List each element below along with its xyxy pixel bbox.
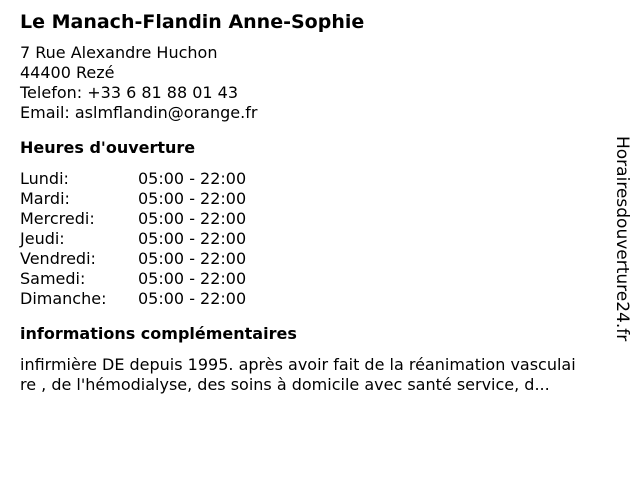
time-range: 05:00 - 22:00 [138, 169, 247, 188]
day-label: Mardi: [20, 189, 70, 208]
day-label: Vendredi: [20, 249, 96, 268]
day-label: Lundi: [20, 169, 69, 188]
hours-row-tuesday [20, 189, 610, 209]
day-label: Jeudi: [20, 229, 65, 248]
time-range: 05:00 - 22:00 [138, 229, 247, 248]
street-address: 7 Rue Alexandre Huchon [20, 43, 218, 62]
postal-city: 44400 Rezé [20, 63, 115, 82]
hours-row-saturday [20, 269, 610, 289]
business-name: Le Manach-Flandin Anne-Sophie [20, 11, 365, 33]
hours-row-friday [20, 249, 610, 269]
email-address: Email: aslmflandin@orange.fr [20, 103, 258, 122]
business-card [20, 10, 610, 395]
hours-heading: Heures d'ouverture [20, 138, 196, 157]
time-range: 05:00 - 22:00 [138, 269, 247, 288]
info-description [20, 355, 620, 395]
info-line: infirmière DE depuis 1995. après avoir fait de la réanimation vasculai [20, 355, 576, 374]
hours-row-monday [20, 169, 610, 189]
hours-row-thursday [20, 229, 610, 249]
time-range: 05:00 - 22:00 [138, 249, 247, 268]
hours-row-wednesday [20, 209, 610, 229]
info-line: re , de l'hémodialyse, des soins à domicile avec santé service, d... [20, 375, 550, 394]
day-label: Mercredi: [20, 209, 95, 228]
day-label: Dimanche: [20, 289, 107, 308]
contact-block [20, 43, 610, 123]
time-range: 05:00 - 22:00 [138, 209, 247, 228]
time-range: 05:00 - 22:00 [138, 289, 247, 308]
day-label: Samedi: [20, 269, 86, 288]
phone-number: Telefon: +33 6 81 88 01 43 [20, 83, 239, 102]
opening-hours-list [20, 169, 610, 309]
site-watermark: Horairesdouverture24.fr [612, 136, 632, 342]
hours-row-sunday [20, 289, 610, 309]
info-heading: informations complémentaires [20, 324, 297, 343]
time-range: 05:00 - 22:00 [138, 189, 247, 208]
